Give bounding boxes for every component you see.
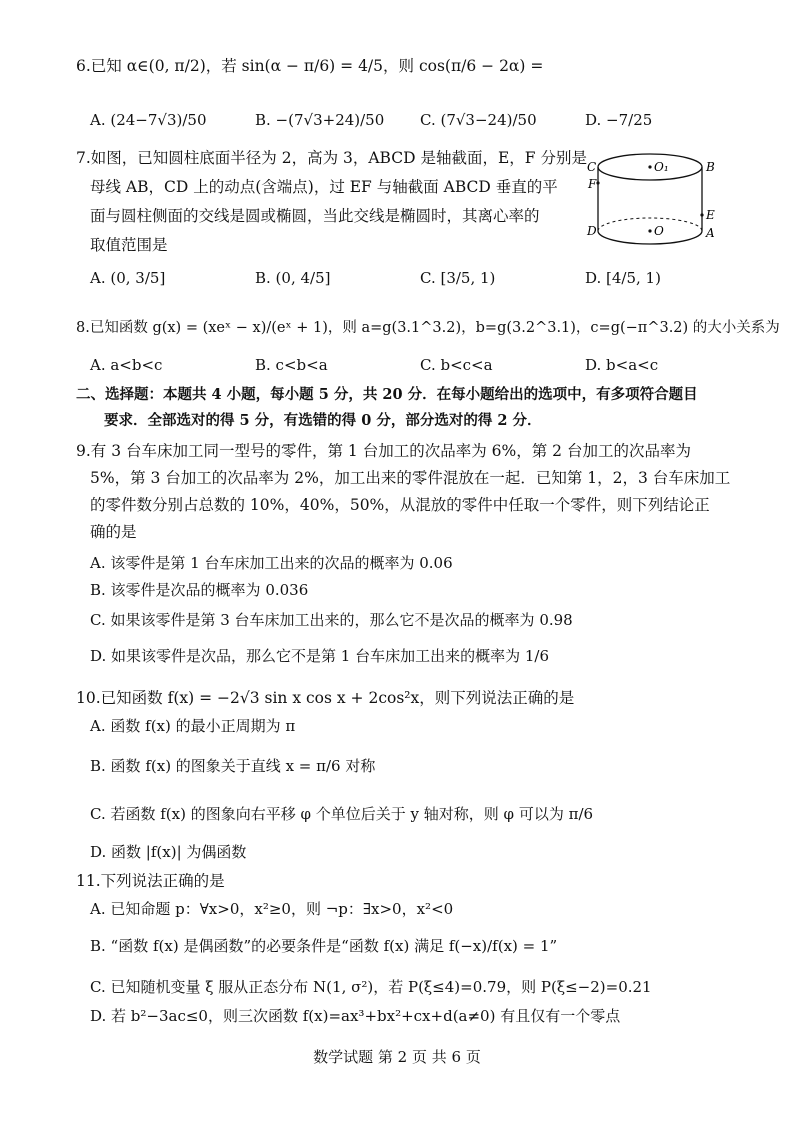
q11-option-c: C. 已知随机变量 ξ 服从正态分布 N(1, σ²)，若 P(ξ≤4)=0.79，则 P(ξ≤−2)=0.21 <box>90 978 652 996</box>
q9-option-a: A. 该零件是第 1 台车床加工出来的次品的概率为 0.06 <box>90 554 453 572</box>
q8-option-a: A. a<b<c <box>90 356 163 374</box>
q10-stem: 10.已知函数 f(x) = −2√3 sin x cos x + 2cos²x，则下列说法正确的是 <box>76 689 575 707</box>
q9-stem-line-1: 9.有 3 台车床加工同一型号的零件，第 1 台加工的次品率为 6%，第 2 台加工的次品率为 <box>76 442 691 460</box>
q11-stem: 11.下列说法正确的是 <box>76 872 225 890</box>
label-e: E <box>706 208 715 222</box>
q7-stem-line-1: 7.如图，已知圆柱底面半径为 2，高为 3，ABCD 是轴截面，E，F 分别是 <box>76 149 587 167</box>
q9-option-d: D. 如果该零件是次品，那么它不是第 1 台车床加工出来的概率为 1/6 <box>90 647 550 665</box>
section2-line-2: 要求．全部选对的得 5 分，有选错的得 0 分，部分选对的得 2 分． <box>104 412 542 429</box>
q10-option-d: D. 函数 |f(x)| 为偶函数 <box>90 843 247 861</box>
section2-line-1: 二、选择题：本题共 4 小题，每小题 5 分，共 20 分．在每小题给出的选项中，有多项符合题目 <box>76 386 698 403</box>
q9-stem-line-2: 5%，第 3 台加工的次品率为 2%，加工出来的零件混放在一起．已知第 1，2，3 台车床加工 <box>90 469 731 487</box>
q11-option-b: B. “函数 f(x) 是偶函数”的必要条件是“函数 f(x) 满足 f(−x)/f(x) = 1” <box>90 937 558 955</box>
q8-option-b: B. c<b<a <box>255 356 328 374</box>
page-footer: 数学试题 第 2 页 共 6 页 <box>313 1048 481 1066</box>
q7-option-a: A. (0, 3/5] <box>90 269 166 287</box>
q8-stem: 8.已知函数 g(x) = (xeˣ − x)/(eˣ + 1)，则 a=g(3.1^3.2)，b=g(3.2^3.1)，c=g(−π^3.2) 的大小关系为 <box>76 320 780 336</box>
q10-option-a: A. 函数 f(x) 的最小正周期为 π <box>90 717 296 735</box>
q7-stem-line-3: 面与圆柱侧面的交线是圆或椭圆，当此交线是椭圆时，其离心率的 <box>90 207 540 225</box>
label-o1: O₁ <box>654 160 669 174</box>
q6-option-b: B. −(7√3+24)/50 <box>255 111 385 129</box>
q10-option-b: B. 函数 f(x) 的图象关于直线 x = π/6 对称 <box>90 757 376 775</box>
cylinder-figure <box>585 145 720 255</box>
q11-option-a: A. 已知命题 p：∀x>0，x²≥0，则 ¬p：∃x>0，x²<0 <box>90 900 454 918</box>
q6-option-d: D. −7/25 <box>585 111 653 129</box>
q8-option-d: D. b<a<c <box>585 356 659 374</box>
q7-option-b: B. (0, 4/5] <box>255 269 331 287</box>
label-a: A <box>706 226 715 240</box>
bottom-ellipse-front <box>598 231 702 244</box>
label-d: D <box>587 224 597 238</box>
q9-stem-line-4: 确的是 <box>90 523 137 541</box>
q8-option-c: C. b<c<a <box>420 356 493 374</box>
q7-stem-line-4: 取值范围是 <box>90 236 168 254</box>
label-o: O <box>654 224 664 238</box>
q9-option-b: B. 该零件是次品的概率为 0.036 <box>90 581 309 599</box>
q6-option-a: A. (24−7√3)/50 <box>90 111 207 129</box>
label-b: B <box>706 160 715 174</box>
q7-option-d: D. [4/5, 1) <box>585 269 661 287</box>
q6-stem: 6.已知 α∈(0, π/2)，若 sin(α − π/6) = 4/5，则 cos(π/6 − 2α) = <box>76 57 544 75</box>
q10-option-c: C. 若函数 f(x) 的图象向右平移 φ 个单位后关于 y 轴对称，则 φ 可以为 π/6 <box>90 805 594 823</box>
q11-option-d: D. 若 b²−3ac≤0，则三次函数 f(x)=ax³+bx²+cx+d(a≠0) 有且仅有一个零点 <box>90 1007 621 1025</box>
q9-stem-line-3: 的零件数分别占总数的 10%，40%，50%，从混放的零件中任取一个零件，则下列结论正 <box>90 496 710 514</box>
label-c: C <box>587 160 597 174</box>
bottom-ellipse-back <box>598 218 702 231</box>
q7-option-c: C. [3/5, 1) <box>420 269 496 287</box>
q7-stem-line-2: 母线 AB，CD 上的动点(含端点)，过 EF 与轴截面 ABCD 垂直的平 <box>90 178 558 196</box>
label-f: F <box>588 177 597 191</box>
q9-option-c: C. 如果该零件是第 3 台车床加工出来的，那么它不是次品的概率为 0.98 <box>90 611 573 629</box>
q6-option-c: C. (7√3−24)/50 <box>420 111 537 129</box>
